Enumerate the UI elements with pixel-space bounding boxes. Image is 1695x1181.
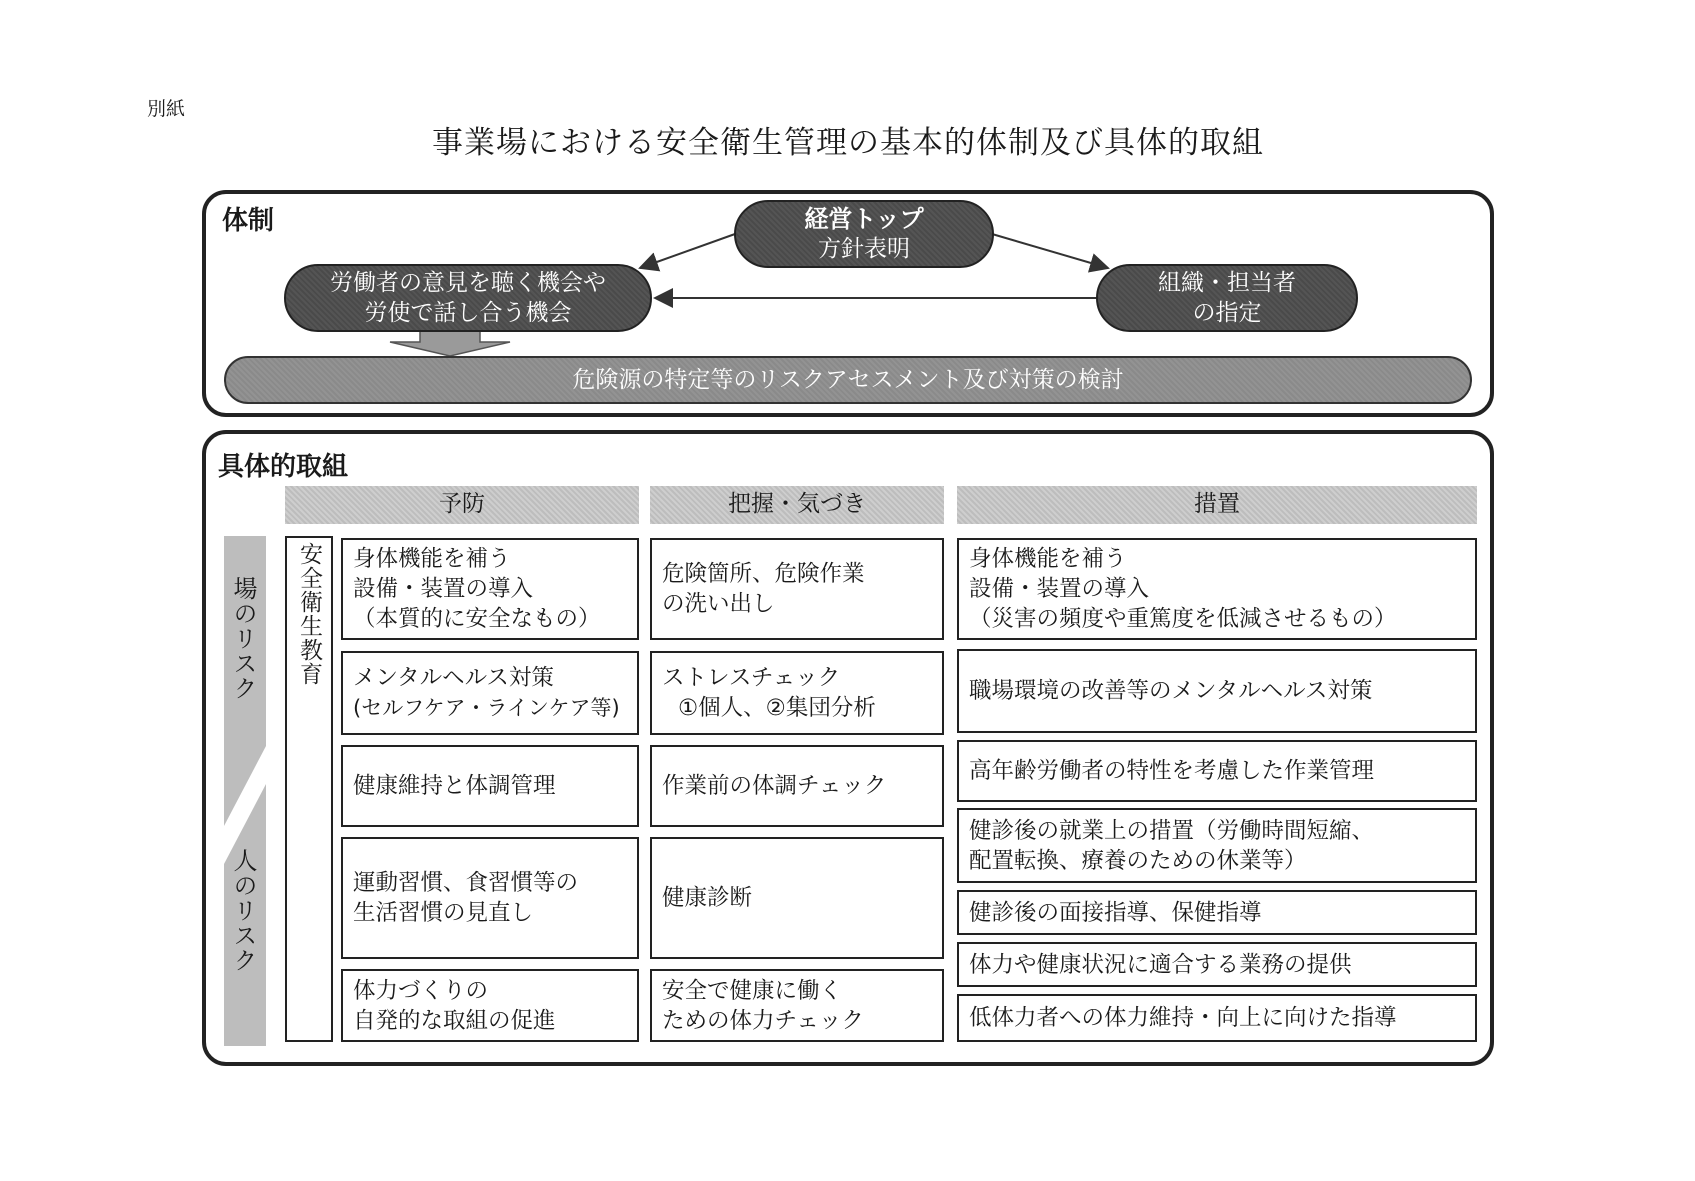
measures-item-1-line1: 身体機能を補う [969, 546, 1127, 572]
initiatives-heading: 具体的取組 [218, 452, 349, 482]
measures-item-4 [957, 808, 1477, 883]
prevention-item-1 [341, 538, 639, 640]
structure-heading: 体制 [222, 206, 275, 236]
arrow-top-to-right [992, 234, 1108, 268]
prevention-item-1-line1: 身体機能を補う [353, 546, 511, 572]
measures-item-5 [957, 890, 1477, 935]
prevention-item-4-line2: 生活習慣の見直し [353, 900, 534, 926]
measures-item-4-line1: 健診後の就業上の措置（労働時間短縮、 [969, 817, 1375, 844]
prevention-item-4-line1: 運動習慣、食習慣等の [353, 870, 579, 896]
prevention-item-2-line1: メンタルヘルス対策 [353, 665, 554, 691]
awareness-item-1-line1: 危険箇所、危険作業 [662, 561, 865, 587]
measures-item-5-line1: 健診後の面接指導、保健指導 [969, 899, 1262, 926]
column-header-awareness: 把握・気づき [650, 486, 944, 524]
measures-item-7 [957, 994, 1477, 1042]
place-risk-label: 場のリスク [229, 576, 257, 701]
arrow-top-to-left [640, 234, 735, 268]
awareness-item-3-line1: 作業前の体調チェック [662, 773, 887, 799]
awareness-item-2-line2: ①個人、②集団分析 [678, 695, 876, 721]
prevention-item-5-line1: 体力づくりの [353, 977, 489, 1004]
measures-item-2-line1: 職場環境の改善等のメンタルヘルス対策 [969, 678, 1373, 704]
measures-item-4-line2: 配置転換、療養のための休業等） [969, 847, 1307, 874]
down-block-arrow [390, 330, 510, 356]
measures-item-1-line2: 設備・装置の導入 [969, 576, 1150, 602]
measures-item-6-line1: 体力や健康状況に適合する業務の提供 [969, 951, 1352, 978]
page-title: 事業場における安全衛生管理の基本的体制及び具体的取組 [432, 125, 1264, 161]
measures-item-3-line1: 高年齢労働者の特性を考慮した作業管理 [969, 758, 1375, 784]
node-management-top-line1: 経営トップ [804, 205, 924, 233]
column-header-measures: 措置 [957, 486, 1477, 524]
awareness-item-5 [650, 969, 944, 1042]
prevention-item-3-line1: 健康維持と体調管理 [353, 773, 556, 799]
awareness-item-2 [650, 651, 944, 735]
measures-item-1 [957, 538, 1477, 640]
awareness-item-1-line2: の洗い出し [662, 591, 775, 617]
measures-item-1-line3: （災害の頻度や重篤度を低減させるもの） [969, 606, 1397, 632]
person-risk-label: 人のリスク [229, 848, 257, 973]
node-worker-opinion-line1: 労働者の意見を聴く機会や [330, 270, 606, 296]
node-organization-line1: 組織・担当者 [1158, 270, 1296, 296]
measures-item-7-line1: 低体力者への体力維持・向上に向けた指導 [969, 1005, 1397, 1031]
prevention-item-2-line2: (セルフケア・ラインケア等) [353, 696, 620, 720]
prevention-item-4 [341, 837, 639, 959]
attachment-label: 別紙 [147, 98, 186, 120]
prevention-item-2 [341, 651, 639, 735]
awareness-item-1 [650, 538, 944, 640]
awareness-item-2-line1: ストレスチェック [662, 665, 841, 691]
prevention-item-5 [341, 969, 639, 1042]
prevention-item-1-line3: （本質的に安全なもの） [353, 606, 601, 632]
awareness-item-5-line1: 安全で健康に働く [662, 977, 843, 1004]
measures-item-3 [957, 740, 1477, 802]
node-organization-line2: の指定 [1192, 300, 1262, 326]
node-worker-opinion [284, 264, 652, 332]
node-organization [1096, 264, 1358, 332]
awareness-item-4 [650, 837, 944, 959]
measures-item-6 [957, 942, 1477, 987]
column-header-prevention: 予防 [285, 486, 639, 524]
prevention-item-1-line2: 設備・装置の導入 [353, 576, 534, 602]
awareness-item-5-line2: ための体力チェック [662, 1007, 864, 1034]
safety-education-label: 安全衛生教育 [296, 542, 322, 686]
prevention-item-3 [341, 745, 639, 827]
node-management-top-line2: 方針表明 [818, 236, 910, 262]
prevention-item-5-line2: 自発的な取組の促進 [353, 1007, 556, 1034]
node-worker-opinion-line2: 労使で話し合う機会 [364, 300, 572, 326]
awareness-item-4-line1: 健康診断 [662, 885, 753, 911]
measures-item-2 [957, 649, 1477, 733]
awareness-item-3 [650, 745, 944, 827]
node-management-top [734, 200, 994, 268]
risk-assessment-bar: 危険源の特定等のリスクアセスメント及び対策の検討 [224, 356, 1472, 404]
